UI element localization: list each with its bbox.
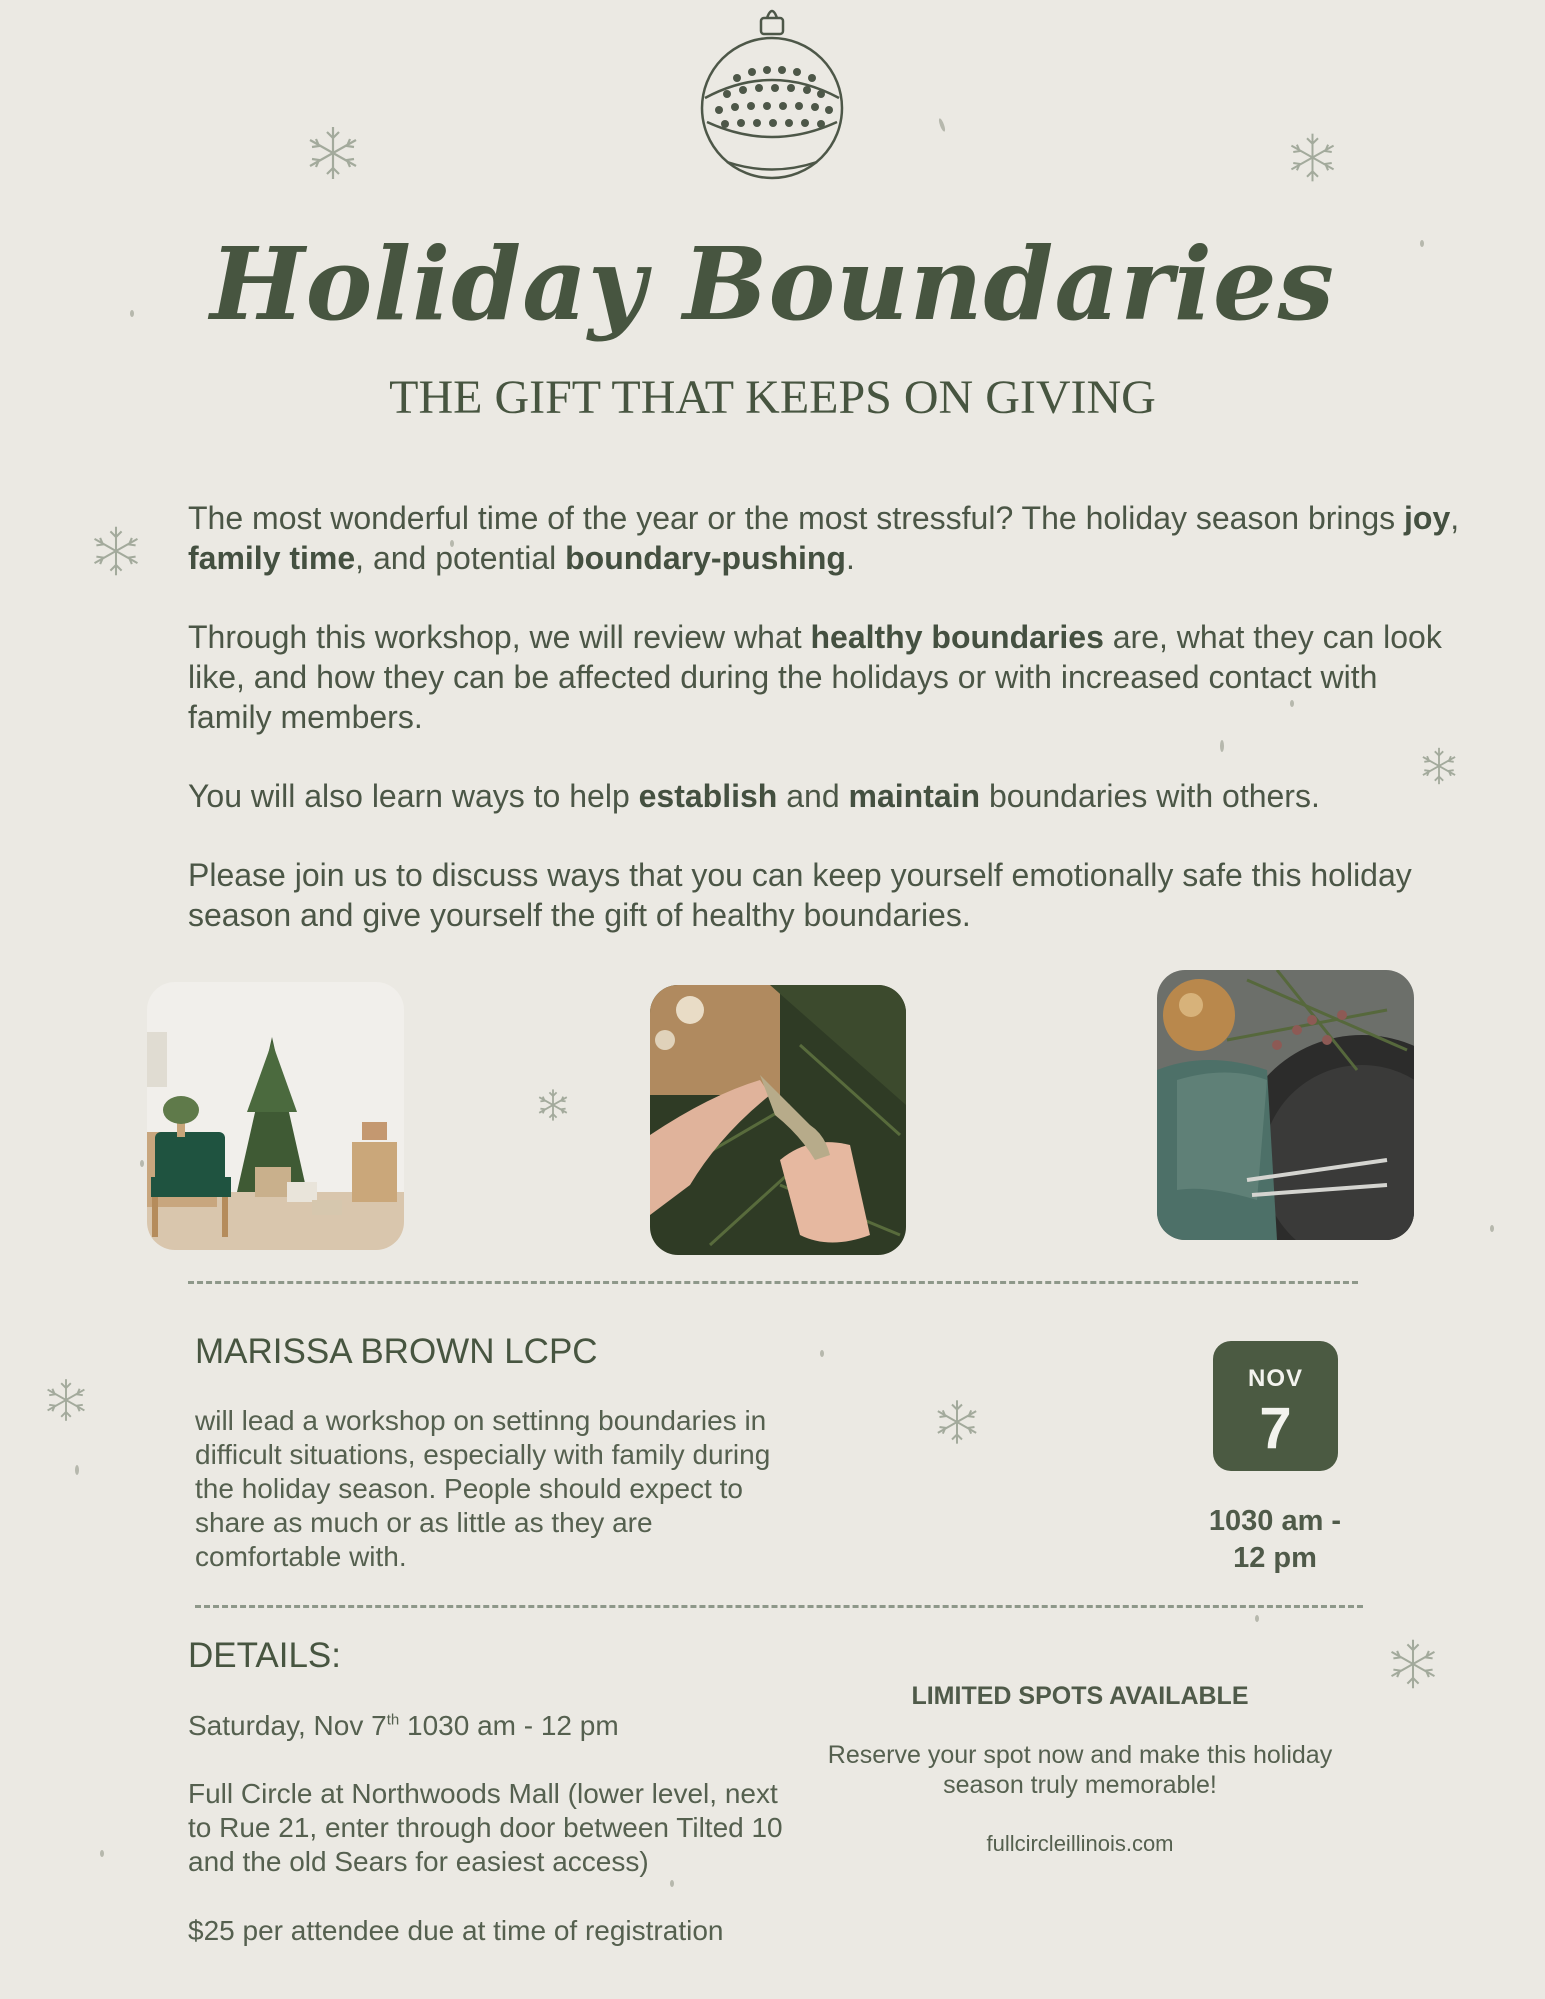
date-day: 7 [1259,1396,1292,1461]
details-price: $25 per attendee due at time of registration [188,1915,724,1946]
details-date: Saturday, Nov 7th 1030 am - 12 pm [188,1710,619,1741]
presenter-name: MARISSA BROWN LCPC [195,1332,598,1371]
snowflake-icon [535,1087,571,1123]
intro-paragraph-2: Through this workshop, we will review what healthy boundaries are, what they can look like, and how they can be affected during the holidays or with increased contact with family members. [188,619,1442,735]
snowflake-icon [1385,1636,1441,1692]
snowflake-icon [42,1376,90,1424]
date-badge [1213,1341,1338,1471]
snowflake-icon [88,523,144,579]
living-room-photo [147,982,404,1250]
divider-2 [195,1605,1363,1608]
ornament-icon [697,2,847,192]
snowflake-icon [1285,130,1340,185]
intro-paragraph-3: You will also learn ways to help establish and maintain boundaries with others. [188,778,1320,814]
details-heading: DETAILS: [188,1636,342,1675]
intro-paragraph-1: The most wonderful time of the year or the most stressful? The holiday season brings joy, family time, and potential boundary-pushing. [188,500,1460,576]
intro-paragraph-4: Please join us to discuss ways that you can keep yourself emotionally safe this holiday season and give yourself the gift of healthy boundaries. [188,857,1412,933]
page-subtitle: THE GIFT THAT KEEPS ON GIVING [389,371,1156,424]
reserve-text: Reserve your spot now and make this holiday season truly memorable! [827,1741,1333,1799]
limited-spots-text: LIMITED SPOTS AVAILABLE [911,1682,1249,1710]
snowflake-icon [932,1397,982,1447]
details-location: Full Circle at Northwoods Mall (lower level, next to Rue 21, enter through door between Tilted 10 and the old Sears for easiest access) [188,1778,783,1877]
page-title: Holiday Boundaries [210,225,1335,343]
ornament-hands-photo [650,985,906,1255]
snowflake-icon [303,123,363,183]
event-time: 1030 am - 12 pm [1208,1505,1342,1574]
website-link[interactable]: fullcircleillinois.com [986,1831,1174,1856]
table-setting-photo [1157,970,1414,1240]
intro-text [188,498,1468,974]
date-month: NOV [1247,1365,1303,1392]
presenter-description: will lead a workshop on settinng boundaries in difficult situations, especially with family during the holiday season. People should expect to share as much or as little as they are comfortable with. [195,1405,771,1572]
divider-1 [188,1281,1358,1284]
